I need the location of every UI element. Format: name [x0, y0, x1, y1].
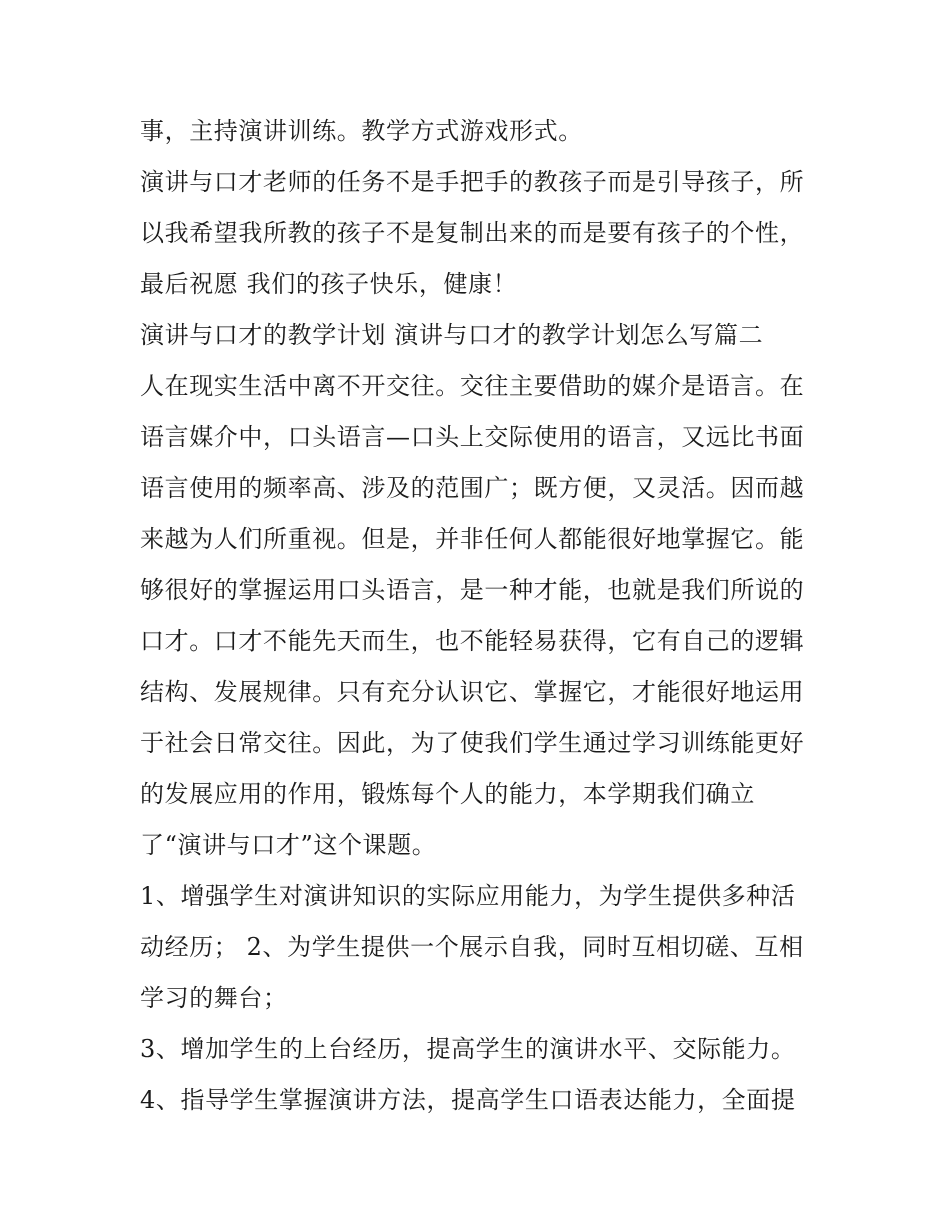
text-line: 于社会日常交往。因此，为了使我们学生通过学习训练能更好 [140, 729, 805, 757]
text-line: 语言使用的频率高、涉及的范围广；既方便，又灵活。因而越 [140, 474, 805, 502]
text-line: 够很好的掌握运用口头语言，是一种才能，也就是我们所说的 [140, 576, 805, 604]
text-line: 语言媒介中，口头语言—口头上交际使用的语言，又远比书面 [140, 423, 805, 451]
text-line: 以我希望我所教的孩子不是复制出来的而是要有孩子的个性， [140, 219, 805, 247]
text-line: 来越为人们所重视。但是，并非任何人都能很好地掌握它。能 [140, 525, 805, 553]
list-item: 3、增加学生的上台经历，提高学生的演讲水平、交际能力。 [140, 1035, 796, 1063]
text-line: 的发展应用的作用，锻炼每个人的能力，本学期我们确立 [140, 780, 755, 808]
list-item: 1、增强学生对演讲知识的实际应用能力，为学生提供多种活 [140, 882, 796, 910]
text-line: 演讲与口才老师的任务不是手把手的教孩子而是引导孩子，所 [140, 168, 805, 196]
section-heading: 演讲与口才的教学计划 演讲与口才的教学计划怎么写篇二 [140, 321, 764, 349]
list-item: 动经历； 2、为学生提供一个展示自我，同时互相切磋、互相 [140, 933, 804, 961]
text-line: 结构、发展规律。只有充分认识它、掌握它，才能很好地运用 [140, 678, 805, 706]
text-line: 事，主持演讲训练。教学方式游戏形式。 [140, 117, 583, 145]
text-line: 最后祝愿 我们的孩子快乐，健康！ [140, 270, 518, 298]
list-item: 4、指导学生掌握演讲方法，提高学生口语表达能力，全面提 [140, 1086, 796, 1114]
list-item: 学习的舞台； [140, 984, 288, 1012]
text-line: 口才。口才不能先天而生，也不能轻易获得，它有自己的逻辑 [140, 627, 805, 655]
text-line: 了“演讲与口才”这个课题。 [140, 831, 437, 859]
text-line: 人在现实生活中离不开交往。交往主要借助的媒介是语言。在 [140, 372, 805, 400]
